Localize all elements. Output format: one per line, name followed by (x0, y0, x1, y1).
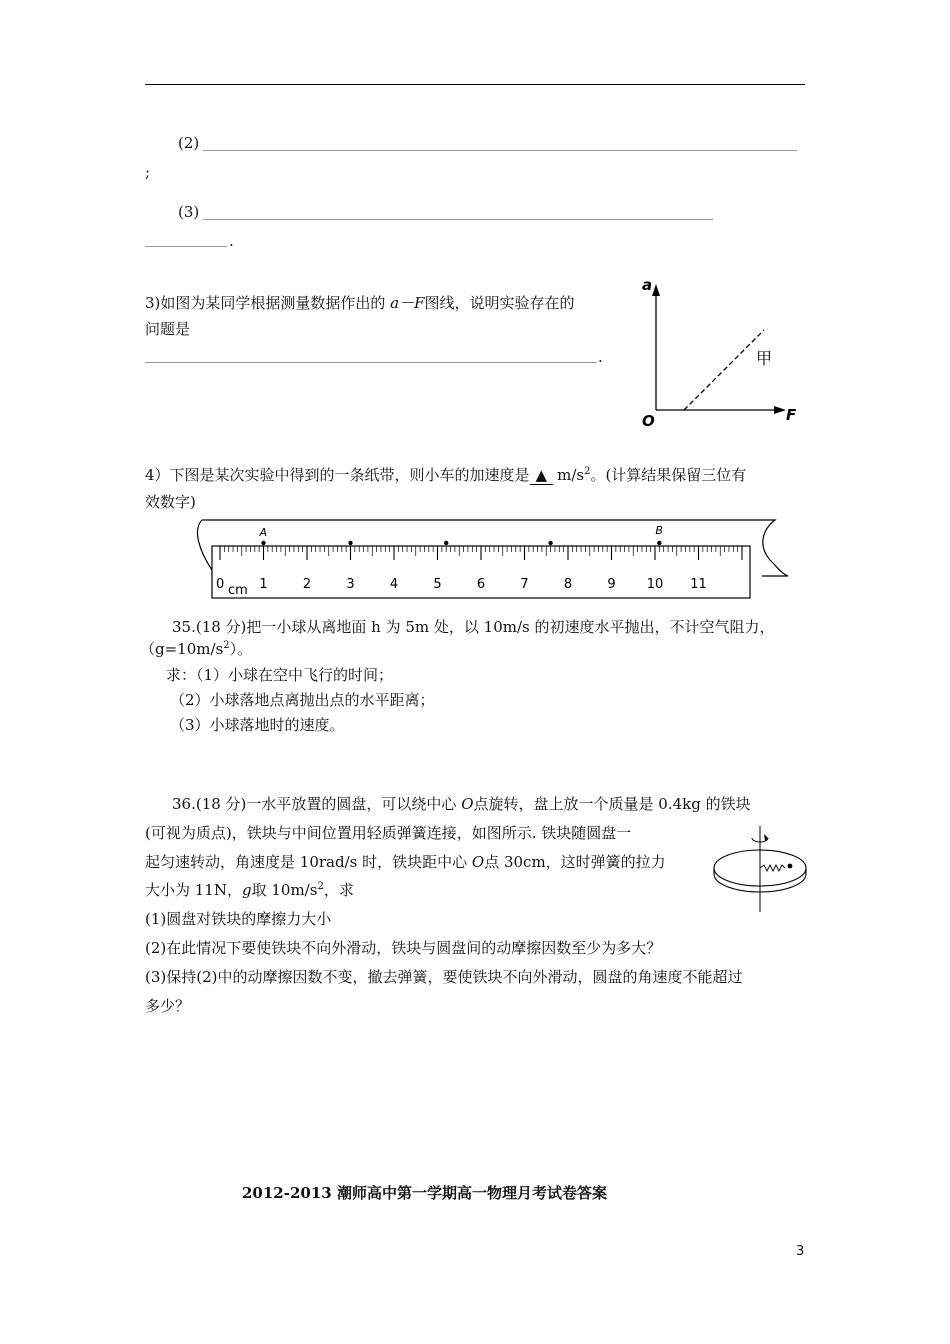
part4-line2: 效数字) (145, 493, 196, 511)
q36-line2: (可视为质点)，铁块与中间位置用轻质弹簧连接，如图所示. 铁块随圆盘一 (145, 824, 632, 842)
ruler-number: 3 (346, 577, 355, 592)
ruler-number: 0 (216, 577, 225, 592)
q36-line1 (172, 793, 751, 814)
y-axis-label: a (642, 276, 653, 294)
item-3-label: (3) (178, 203, 200, 221)
item-2-end: ; (145, 163, 151, 181)
item-3-end: . (229, 232, 234, 250)
rotating-disk-figure (710, 822, 810, 914)
part4-line1 (145, 464, 746, 485)
part4-blank (530, 466, 554, 485)
part4-line1-a: 4）下图是某次实验中得到的一条纸带，则小车的加速度是 (145, 466, 530, 484)
part3-line1 (145, 292, 575, 313)
page-number: 3 (796, 1244, 805, 1259)
q36-ask1: (1)圆盘对铁块的摩擦力大小 (145, 910, 332, 928)
q36-line4-b: 取 10m/s (251, 881, 318, 899)
q35-ask3: （3）小球落地时的速度。 (170, 716, 345, 734)
part4-unit: m/s (557, 466, 585, 484)
triangle-icon: ▲ (535, 466, 548, 484)
part3-line1-var: a－F (390, 294, 425, 312)
paper-tape-figure (190, 512, 795, 602)
ruler-number: 2 (302, 577, 312, 592)
part3-end: . (598, 348, 603, 366)
item-3-blank-cont (145, 246, 227, 247)
y-axis-arrow-icon (652, 284, 660, 296)
tape-dot (444, 541, 448, 545)
q35-line2 (140, 638, 252, 659)
q36-ask3b: 多少？ (145, 997, 191, 1015)
q36-line3-a: 起匀速转动，角速度是 10rad/s 时，铁块距中心 (145, 853, 472, 871)
part4-line1-b: 。(计算结果保留三位有 (590, 466, 747, 484)
q36-line4 (145, 879, 354, 900)
q35-line2-b: ）。 (229, 640, 253, 658)
q35-line2-a: （g=10m/s (140, 640, 224, 658)
point-a-label: A (259, 526, 268, 539)
item-2-label: (2) (178, 134, 200, 152)
tape-dot (548, 541, 552, 545)
point-b-label: B (655, 524, 663, 537)
q35-ask1: 求：（1）小球在空中飞行的时间； (166, 666, 394, 684)
spring-icon (760, 865, 785, 871)
header-rule (145, 84, 805, 85)
q36-ask3a: (3)保持(2)中的动摩擦因数不变，撤去弹簧，要使铁块不向外滑动，圆盘的角速度不能超过 (145, 968, 743, 986)
ruler-number: 11 (690, 577, 707, 592)
q36-line1-a: 36.(18 分)一水平放置的圆盘，可以绕中心 (172, 795, 462, 813)
ruler-number: 6 (476, 577, 486, 592)
q36-line4-c: ，求 (323, 881, 354, 899)
part3-blank (145, 362, 597, 363)
ruler-number: 8 (563, 577, 573, 592)
part3-line1-a: 3)如图为某同学根据测量数据作出的 (145, 294, 391, 312)
item-2-blank (203, 150, 797, 151)
ruler-number: 9 (607, 577, 616, 592)
ruler-number: 7 (520, 577, 529, 592)
q36-line3-o: O (471, 853, 485, 871)
tape-dot (348, 541, 352, 545)
ruler-number: 1 (259, 577, 268, 592)
part3-line1-b: 图线，说明实验存在的 (424, 294, 575, 312)
graph-line (684, 330, 764, 410)
q35-line1: 35.(18 分)把一小球从离地面 h 为 5m 处，以 10m/s 的初速度水平抛出，不计空气阻力， (172, 618, 775, 636)
q36-ask2: (2)在此情况下要使铁块不向外滑动，铁块与圆盘间的动摩擦因数至少为多大？ (145, 939, 662, 957)
ruler-number: 5 (433, 577, 442, 592)
q36-line3 (145, 851, 666, 872)
item-3-blank (203, 219, 713, 220)
ruler-unit: cm (228, 583, 248, 598)
q36-line4-a: 大小为 11N， (145, 881, 242, 899)
tape-dot (261, 541, 265, 545)
q36-line1-b: 点旋转，盘上放一个质量是 0.4kg 的铁块 (473, 795, 751, 813)
origin-label: O (642, 412, 655, 430)
ruler-number: 10 (646, 577, 664, 592)
answer-title: 2012-2013 潮师高中第一学期高一物理月考试卷答案 (242, 1184, 607, 1202)
q36-line4-sup: 2 (317, 881, 324, 892)
part3-line2: 问题是 (145, 320, 191, 338)
ruler-number: 4 (389, 577, 399, 592)
q35-line2-sup: 2 (223, 640, 230, 651)
series-label: 甲 (756, 349, 773, 368)
x-axis-arrow-icon (774, 406, 786, 414)
iron-block-dot (788, 864, 793, 869)
q36-line3-b: 点 30cm，这时弹簧的拉力 (484, 853, 666, 871)
q35-ask2: （2）小球落地点离抛出点的水平距离； (170, 691, 435, 709)
part4-unit-sup: 2 (584, 466, 591, 477)
q36-line1-o: O (461, 795, 474, 813)
q36-line4-g: g (241, 881, 252, 899)
x-axis-label: F (786, 406, 797, 424)
a-f-graph (628, 272, 808, 432)
tape-dot (657, 541, 661, 545)
